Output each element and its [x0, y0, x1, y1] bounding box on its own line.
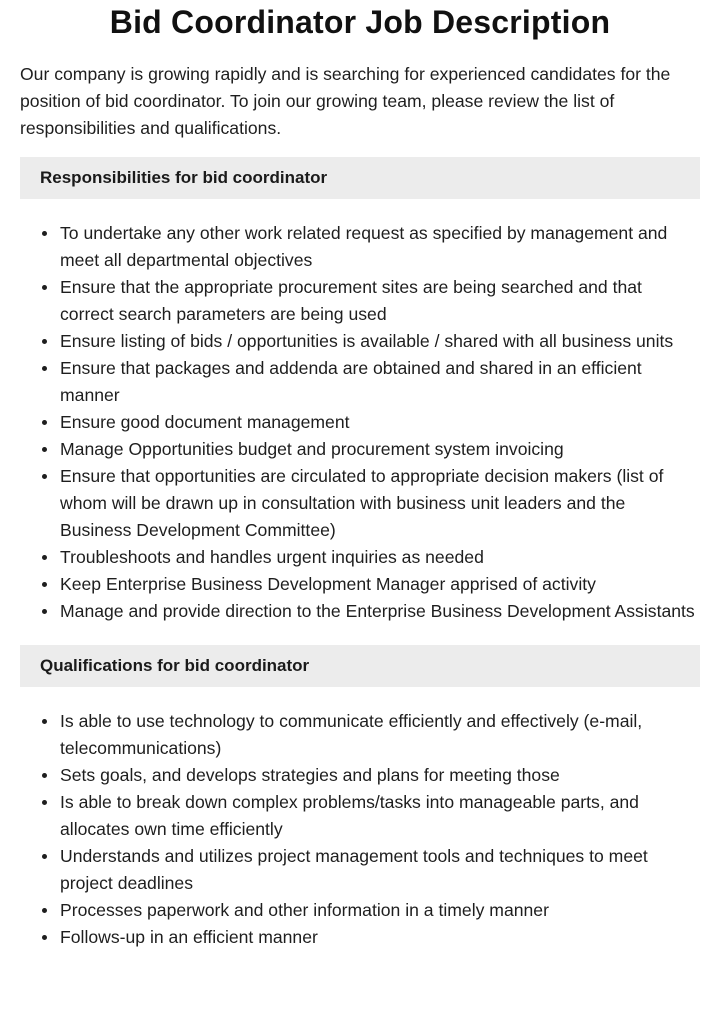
- list-item: To undertake any other work related request as specified by management and meet all departmental objectives: [60, 220, 700, 274]
- responsibilities-list: [20, 220, 700, 625]
- list-item: Ensure listing of bids / opportunities is available / shared with all business units: [60, 328, 700, 355]
- qualifications-list: [20, 708, 700, 951]
- list-item: Manage and provide direction to the Enterprise Business Development Assistants: [60, 598, 700, 625]
- list-item: Manage Opportunities budget and procurement system invoicing: [60, 436, 700, 463]
- list-item: Follows-up in an efficient manner: [60, 924, 700, 951]
- intro-paragraph: Our company is growing rapidly and is searching for experienced candidates for the position of bid coordinator. To join our growing team, please review the list of responsibilities and qualifications.: [20, 64, 671, 138]
- list-item: Ensure that packages and addenda are obtained and shared in an efficient manner: [60, 355, 700, 409]
- list-item: Troubleshoots and handles urgent inquiries as needed: [60, 544, 700, 571]
- page-title: Bid Coordinator Job Description: [109, 4, 611, 40]
- list-item: Processes paperwork and other information in a timely manner: [60, 897, 700, 924]
- list-item: Understands and utilizes project management tools and techniques to meet project deadlines: [60, 843, 700, 897]
- list-item: Ensure good document management: [60, 409, 700, 436]
- list-item: Is able to use technology to communicate efficiently and effectively (e-mail, telecommunications): [60, 708, 700, 762]
- list-item: Sets goals, and develops strategies and plans for meeting those: [60, 762, 700, 789]
- list-item: Is able to break down complex problems/tasks into manageable parts, and allocates own time efficiently: [60, 789, 700, 843]
- list-item: Keep Enterprise Business Development Manager apprised of activity: [60, 571, 700, 598]
- responsibilities-heading: Responsibilities for bid coordinator: [20, 157, 700, 199]
- list-item: Ensure that the appropriate procurement sites are being searched and that correct search parameters are being used: [60, 274, 700, 328]
- qualifications-heading: Qualifications for bid coordinator: [20, 645, 700, 687]
- list-item: Ensure that opportunities are circulated to appropriate decision makers (list of whom will be drawn up in consultation with business unit leaders and the Business Development Committee): [60, 463, 700, 544]
